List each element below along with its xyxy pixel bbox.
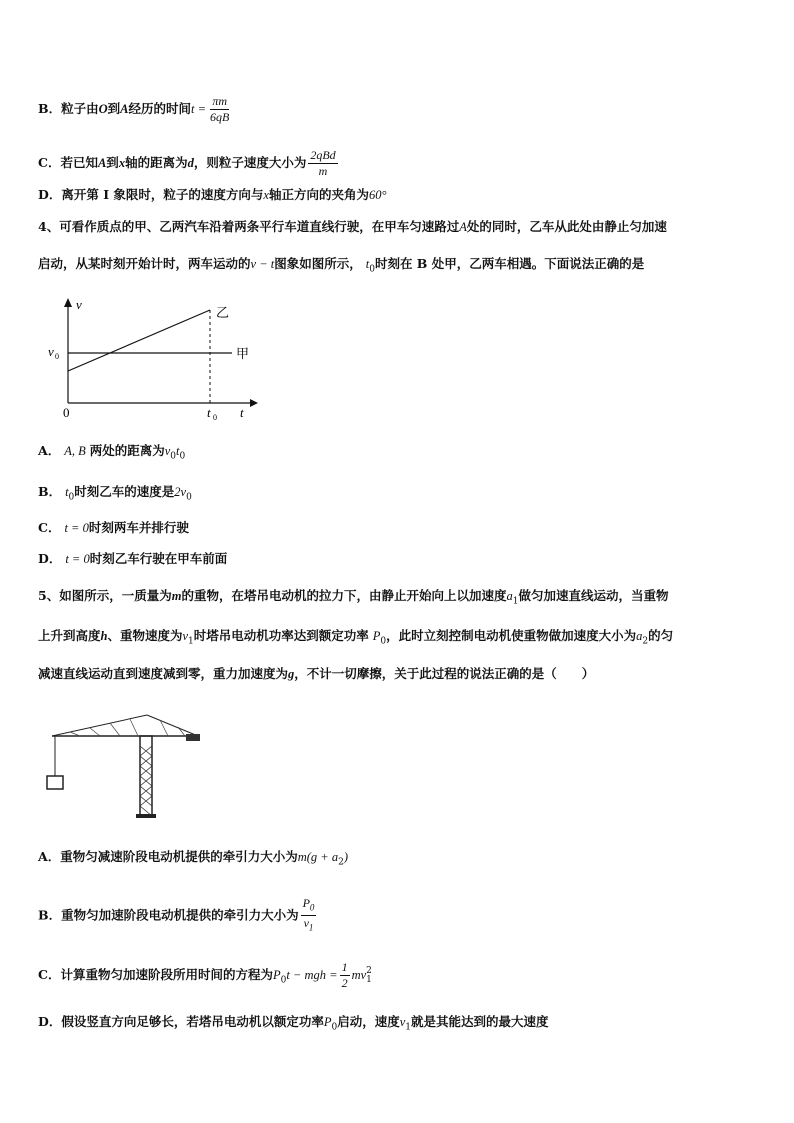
q4-option-a: A． A, B 两处的距离为$v_0t_0$: [38, 443, 186, 462]
q4-option-b: B． $t_0$时刻乙车的速度是$2v_0$: [38, 484, 192, 503]
t-axis-label: t: [240, 405, 244, 420]
v0-label: v: [48, 344, 54, 359]
q4-option-c: C． t = 0时刻两车并排行驶: [38, 520, 189, 535]
q5-option-a: A．重物匀减速阶段电动机提供的牵引力大小为$m(g + a_2)$: [38, 849, 348, 868]
q5-stem-line3: 减速直线运动直到速度减到零，重力加速度为g，不计一切摩擦，关于此过程的说法正确的是（ ）: [38, 666, 595, 681]
q3-option-d: D．离开第 I 象限时，粒子的速度方向与x轴正方向的夹角为60°: [38, 187, 387, 202]
tower-crane-illustration: [40, 708, 210, 823]
v-axis-arrow: [64, 298, 72, 307]
t-axis-arrow: [250, 399, 258, 407]
yi-label: 乙: [216, 306, 230, 321]
vt-graph: [40, 293, 270, 423]
v-axis-label: v: [76, 297, 82, 312]
fraction: $\frac{\pi m}{6qB}$: [210, 94, 230, 124]
fraction: $\frac{1}{2}$: [341, 960, 348, 990]
yi-line: [68, 310, 210, 371]
load-box: [47, 776, 63, 789]
q3-option-b: B．粒子由O到A经历的时间t = $\frac{\pi m}{6qB}$: [38, 94, 230, 124]
fraction: $\frac{P_0}{v_1}$: [302, 896, 315, 933]
q5-stem-line2: 上升到高度h、重物速度为$v_1$时塔吊电动机功率达到额定功率 $P_0$，此时立刻控制电动机使重物做加速度大小为$a_2$的匀: [38, 628, 674, 647]
q4-stem-line2: 启动，从某时刻开始计时，两车运动的v − t图象如图所示， $t_0$时刻在 B 处甲，乙两车相遇。下面说法正确的是: [38, 256, 645, 275]
t0-sub: 0: [213, 413, 217, 422]
q5-option-b: B．重物匀加速阶段电动机提供的牵引力大小为 $\frac{P_0}{v_1}$: [38, 896, 318, 936]
q5-option-c: C．计算重物匀加速阶段所用时间的方程为$P_0t$ − mgh = $\frac{1}{2}$ mv 2 1: [38, 960, 372, 990]
origin-label: 0: [63, 405, 70, 420]
t0-label: t: [207, 405, 211, 420]
fraction: $\frac{\text{2qBd}}{m}$: [310, 148, 336, 178]
q3-option-c: C．若已知A到x轴的距离为d，则粒子速度大小为 $\frac{\text{2qBd}}{m}$: [38, 148, 336, 178]
q5-option-d: D．假设竖直方向足够长，若塔吊电动机以额定功率$P_0$启动，速度$v_1$就是其能达到的最大速度: [38, 1014, 549, 1033]
q4-stem-line1: 4、可看作质点的甲、乙两汽车沿着两条平行车道直线行驶，在甲车匀速路过A处的同时，乙车从此处由静止匀加速: [38, 219, 667, 234]
v0-sub: 0: [55, 352, 59, 361]
q5-stem-line1: 5、如图所示，一质量为m的重物，在塔吊电动机的拉力下，由静止开始向上以加速度$a_1$做匀加速直线运动，当重物: [38, 588, 669, 607]
jia-label: 甲: [236, 347, 250, 362]
q4-option-d: D． t = 0时刻乙车行驶在甲车前面: [38, 551, 228, 566]
